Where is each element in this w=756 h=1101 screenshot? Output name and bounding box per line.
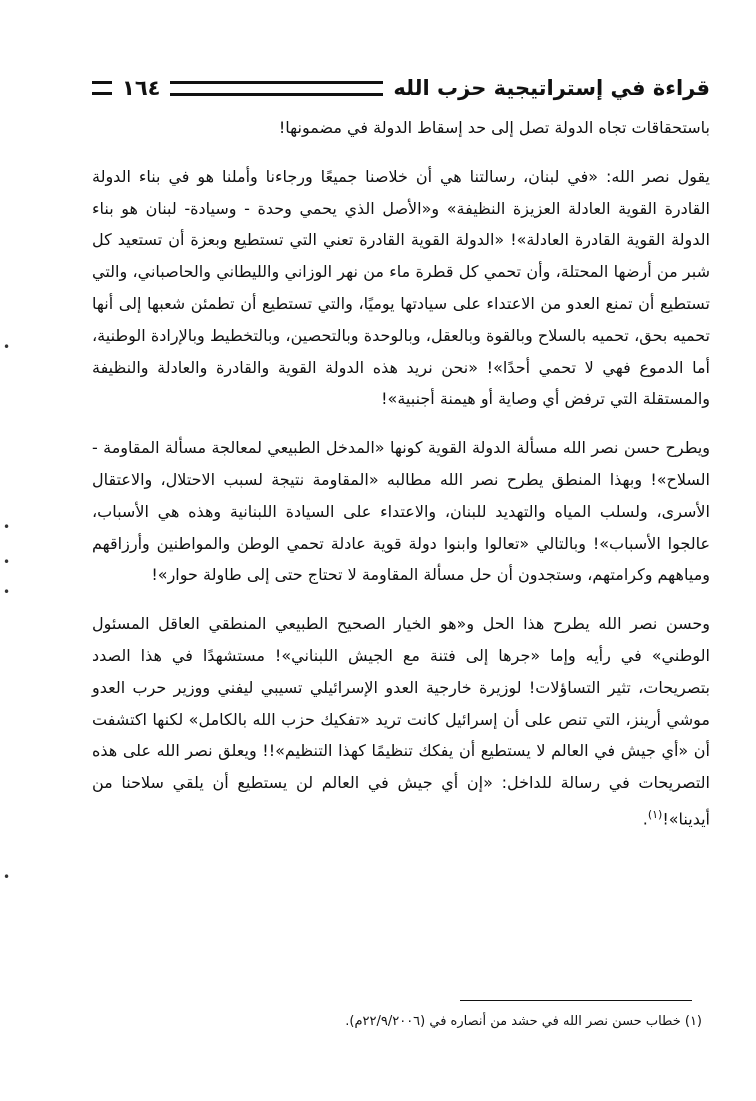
header-rule (170, 81, 383, 96)
running-header (92, 72, 710, 104)
paragraph: يقول نصر الله: «في لبنان، رسالتنا هي أن خلاصنا جميعًا ورجاءنا وأملنا هو في بناء الدولة القادرة القوية العادلة العزيزة النظيفة» و«الأصل الذي يحمي وحدة - وسيادة- لبنان هو بناء الدولة القوية القادرة العادلة»! «الدولة القوية القادرة تعني التي تستطيع وبعزة أن تستعيد كل شبر من أرضها المحتلة، وأن تحمي كل قطرة ماء من نهر الوزاني والليطاني والحاصباني، والتي تستطيع أن تمنع العدو من الاعتداء على سيادتها يوميًا، والتي تستطيع أن تطمئن شعبها إلى أنها تحميه بحق، تحميه بالسلاح وبالقوة وبالعقل، وبالوحدة وبالتحصين، وبالتخطيط وبالإرادة الوطنية، أما الدموع فهي لا تحمي أحدًا»! «نحن نريد هذه الدولة القوية والقادرة والعادلة والنظيفة والمستقلة التي ترفض أي وصاية أو هيمنة أجنبية»! (92, 166, 710, 409)
page-number: ١٦٤ (122, 76, 161, 100)
paragraph-text: وحسن نصر الله يطرح هذا الحل و«هو الخيار الصحيح الطبيعي المنطقي العاقل المسئول الوطني» في رأيه وإما «جرها إلى فتنة مع الجيش اللبناني»! مستشهدًا في هذا الصدد بتصريحات، تثير التساؤلات! لوزيرة خارجية العدو الإسرائيلي تسيبي ليفني ووزير حرب العدو موشي أرينز، التي تنص على أن إسرائيل كانت تريد «تفكيك حزب الله بالكامل» لكنها اكتشفت أن «أي جيش في العالم لا يستطيع أن يفكك تنظيمًا كهذا التنظيم»!! ويعلق نصر الله على هذه التصريحات في رسالة للداخل: «إن أي جيش في العالم لن يستطيع أن يلقي سلاحنا من أيدينا»! (92, 614, 710, 829)
margin-mark: • (3, 520, 11, 534)
margin-mark: • (3, 555, 11, 569)
footnote-reference[interactable]: (١) (647, 807, 663, 821)
paragraph-last (92, 608, 710, 835)
header-end-rule (92, 81, 112, 95)
footnote-separator (460, 1000, 692, 1001)
footnote: (١) خطاب حسن نصر الله في حشد من أنصاره في (٢٢/٩/٢٠٠٦م). (345, 1014, 702, 1029)
sentence-end: . (642, 809, 648, 829)
paragraph: ويطرح حسن نصر الله مسألة الدولة القوية كونها «المدخل الطبيعي لمعالجة مسألة المقاومة - السلاح»! وبهذا المنطق يطرح نصر الله مطالبه «المقاومة نتيجة لسبب الاحتلال، والاعتقال الأسرى، ولسلب المياه والتهديد للبنان، والاعتداء على السيادة اللبنانية وهذه هي الأسباب، عالجوا الأسباب»! وبالتالي «تعالوا وابنوا دولة قوية عادلة تحمي الوطن والمواطنين وأرزاقهم ومياههم وكرامتهم، وستجدون أن حل مسألة المقاومة لا تحتاج حتى إلى طاولة حوار»! (92, 438, 710, 585)
margin-mark: • (3, 340, 11, 354)
margin-mark: • (3, 585, 11, 599)
book-title: قراءة في إستراتيجية حزب الله (393, 76, 710, 100)
paragraph-continued: باستحقاقات تجاه الدولة تصل إلى حد إسقاط الدولة في مضمونها! (278, 118, 710, 137)
margin-mark: • (3, 870, 11, 884)
body-text (92, 112, 710, 852)
